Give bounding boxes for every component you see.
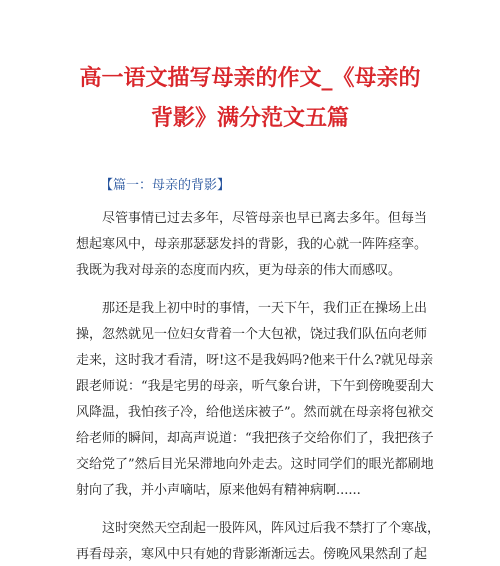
paragraph-2-line-2: 操，忽然就见一位妇女背着一个大包袱，饶过我们队伍向老师 [76, 327, 428, 342]
paragraph-2-line-8: 射向了我，并小声嘀咕，原来他妈有精神病啊...... [76, 483, 361, 498]
paragraph-2-line-5: 风降温，我怕孩子冷，给他送床被子”。然而就在母亲将包袱交 [76, 405, 434, 420]
paragraph-1-line-3: 我既为我对母亲的态度而内疚，更为母亲的伟大而感叹。 [76, 263, 402, 278]
paragraph-2-line-1: 那还是我上初中时的事情，一天下午，我们正在操场上出 [102, 301, 428, 316]
paragraph-1-line-1: 尽管事情已过去多年，尽管母亲也早已离去多年。但每当 [102, 211, 428, 226]
paragraph-3-line-1: 这时突然天空刮起一股阵风，阵风过后我不禁打了个寒战， [102, 521, 441, 536]
section-heading: 【篇一：母亲的背影】 [100, 178, 231, 193]
paragraph-2-line-3: 走来，这时我才看清，呀!这不是我妈吗?他来干什么?就见母亲 [76, 353, 434, 368]
paragraph-2-line-7: 交给党了”然后目光呆滞地向外走去。这时同学们的眼光都刷地 [76, 457, 434, 472]
paragraph-2-line-6: 给老师的瞬间，却高声说道：“我把孩子交给你们了，我把孩子 [76, 431, 434, 446]
document-title-line-2: 背影》满分范文五篇 [150, 106, 349, 131]
paragraph-2-line-4: 跟老师说：“我是宅男的母亲，听气象台讲，下午到傍晚要刮大 [76, 379, 434, 394]
document-title-line-1: 高一语文描写母亲的作文_《母亲的 [79, 66, 421, 91]
paragraph-1-line-2: 想起寒风中，母亲那瑟瑟发抖的背影，我的心就一阵阵痉挛。 [76, 237, 428, 252]
paragraph-3-line-2: 再看母亲，寒风中只有她的背影渐渐远去。傍晚风果然刮了起 [76, 547, 428, 562]
